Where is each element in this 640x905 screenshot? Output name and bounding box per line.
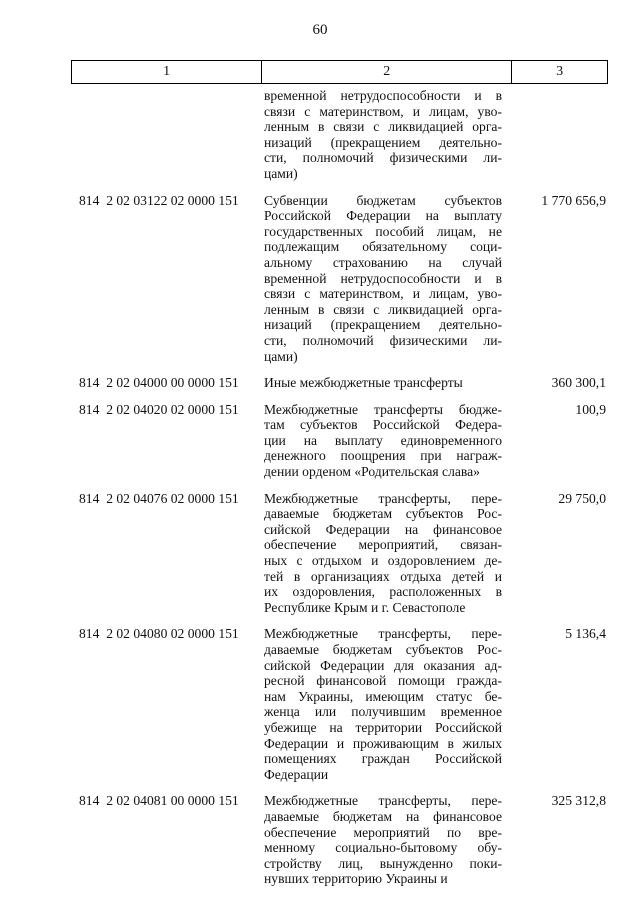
description-line: альному страхованию на случай [264, 254, 502, 270]
description-line: менному социально-бытовому обу- [264, 840, 502, 856]
description-line: Федерации и проживающим в жилых [264, 735, 502, 751]
description-line: ции на выплату единовременного [264, 432, 502, 448]
amount: 325 312,8 [551, 793, 606, 809]
description-line: тей в организациях отдыха детей и [264, 568, 502, 584]
description-line: Федерации [264, 766, 329, 782]
description-line: обеспечение мероприятий, связан- [264, 537, 502, 553]
description-line: убежище на территории Российской [264, 719, 502, 735]
amount [502, 88, 608, 182]
table-row [71, 626, 608, 782]
description-line: Межбюджетные трансферты, пере- [264, 626, 502, 642]
column-header-3: 3 [512, 61, 608, 84]
amount: 360 300,1 [551, 375, 606, 391]
budget-code: 814 2 02 04076 02 0000 151 [79, 490, 239, 506]
table-row [71, 491, 608, 616]
description-line: стройству лиц, вынужденно поки- [264, 855, 502, 871]
description-line: обеспечение мероприятий по вре- [264, 824, 502, 840]
description-line: низаций (прекращением деятельно- [264, 134, 502, 150]
description-line: связи с материнством, и лицам, уво- [264, 286, 502, 302]
description-line: государственных пособий лицам, не [264, 223, 502, 239]
description-line: низаций (прекращением деятельно- [264, 317, 502, 333]
amount: 29 750,0 [558, 490, 606, 506]
description-line: сийской Федерации для оказания ад- [264, 657, 502, 673]
description-line: даваемые бюджетам на финансовое [264, 808, 502, 824]
description-line: их оздоровления, расположенных в [264, 584, 502, 600]
description-line: нувших территорию Украины и [264, 871, 448, 887]
description-line: сти, полномочий физическими ли- [264, 150, 502, 166]
description-line: связи с материнством, и лицам, уво- [264, 103, 502, 119]
description-line: женца или получившим временное [264, 704, 502, 720]
description-line: Иные межбюджетные трансферты [264, 375, 463, 391]
description-line: Российской Федерации на выплату [264, 208, 502, 224]
description-line: там субъектов Российской Федера- [264, 417, 502, 433]
description-line: Субвенции бюджетам субъектов [264, 192, 502, 208]
amount: 5 136,4 [565, 626, 606, 642]
table-row [71, 88, 608, 182]
budget-code [71, 88, 262, 182]
row-description [264, 626, 502, 782]
description-line: денежного поощрения при награж- [264, 448, 502, 464]
budget-code: 814 2 02 04081 00 0000 151 [79, 793, 239, 809]
row-description [264, 793, 502, 887]
amount: 1 770 656,9 [541, 192, 606, 208]
row-description [264, 491, 502, 616]
table-row [71, 793, 608, 887]
row-description [264, 402, 502, 480]
table-row [71, 375, 608, 391]
column-header-1: 1 [72, 61, 262, 84]
description-line: ресной финансовой помощи гражда- [264, 673, 502, 689]
description-line: ных с отдыхом и оздоровлением де- [264, 553, 502, 569]
description-line: Межбюджетные трансферты, пере- [264, 490, 502, 506]
table-row [71, 193, 608, 365]
description-line: временной нетрудоспособности и в [264, 270, 502, 286]
description-line: цами) [264, 165, 298, 181]
description-line: нам Украины, имеющим статус бе- [264, 688, 502, 704]
description-line: Республике Крым и г. Севастополе [264, 599, 466, 615]
description-line: цами) [264, 348, 298, 364]
description-line: даваемые бюджетам субъектов Рос- [264, 642, 502, 657]
row-description [264, 193, 502, 365]
budget-code: 814 2 02 04020 02 0000 151 [79, 401, 239, 417]
amount: 100,9 [575, 401, 606, 417]
description-line: ленным в связи с ликвидацией орга- [264, 119, 502, 135]
row-description [264, 88, 502, 182]
budget-code: 814 2 02 03122 02 0000 151 [79, 192, 239, 208]
column-header-2: 2 [262, 61, 512, 84]
description-line: Межбюджетные трансферты, пере- [264, 793, 502, 809]
row-description [264, 375, 502, 391]
table-header [71, 60, 608, 84]
description-line: сийской Федерации на финансовое [264, 521, 502, 537]
description-line: временной нетрудоспособности и в [264, 88, 502, 103]
budget-code: 814 2 02 04000 00 0000 151 [79, 375, 239, 391]
table-body [71, 88, 608, 898]
description-line: подлежащим обязательному соци- [264, 239, 502, 255]
description-line: дении орденом «Родительская слава» [264, 464, 480, 480]
description-line: сти, полномочий физическими ли- [264, 332, 502, 348]
description-line: Межбюджетные трансферты бюдже- [264, 401, 502, 417]
budget-code: 814 2 02 04080 02 0000 151 [79, 626, 239, 642]
description-line: ленным в связи с ликвидацией орга- [264, 301, 502, 317]
description-line: даваемые бюджетам субъектов Рос- [264, 506, 502, 522]
table-row [71, 402, 608, 480]
description-line: помещениях граждан Российской [264, 751, 502, 767]
page-number: 60 [312, 22, 328, 38]
